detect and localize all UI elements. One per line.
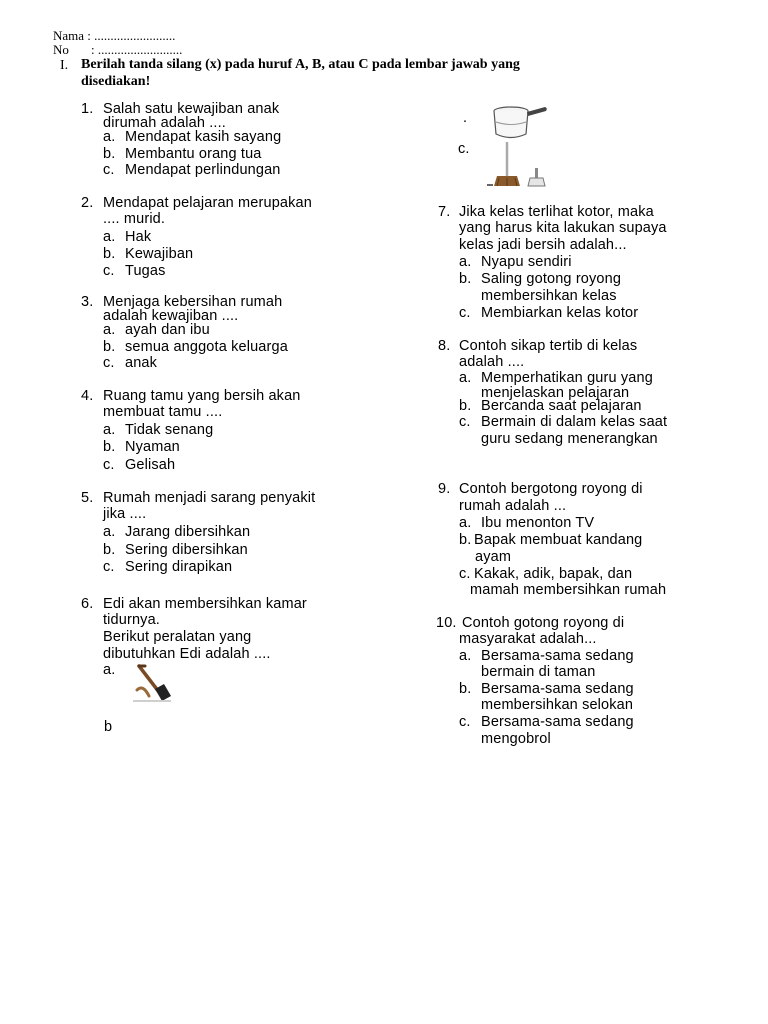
option-text: membersihkan kelas xyxy=(481,288,617,304)
option-text: Bersama-sama sedang xyxy=(481,714,634,730)
question-text: Rumah menjadi sarang penyakit xyxy=(103,490,316,506)
option-text: Bermain di dalam kelas saat xyxy=(481,414,668,430)
question-text: Menjaga kebersihan rumah xyxy=(103,294,283,310)
option-text: Sering dibersihkan xyxy=(125,542,248,558)
option-letter: c. xyxy=(103,559,115,575)
question-number: 10. xyxy=(436,615,457,631)
option-text: membersihkan selokan xyxy=(481,697,634,713)
question-text: yang harus kita lakukan supaya xyxy=(459,220,667,236)
option-letter: c. xyxy=(459,305,471,321)
question-text: Jika kelas terlihat kotor, maka xyxy=(459,204,654,220)
option-text: semua anggota keluarga xyxy=(125,339,288,355)
option-letter: a. xyxy=(459,254,472,270)
option-text: Kakak, adik, bapak, dan xyxy=(474,566,633,582)
option-text: Mendapat kasih sayang xyxy=(125,129,282,145)
option-letter: a. xyxy=(103,662,116,678)
option-text: Tugas xyxy=(125,263,166,279)
option-letter: c. xyxy=(459,414,471,430)
option-letter: b. xyxy=(103,339,116,355)
question-number: 4. xyxy=(81,388,94,404)
option-text: anak xyxy=(125,355,158,371)
question-number: 1. xyxy=(81,101,94,117)
no-field: : .......................... xyxy=(91,42,183,57)
option-text: Bersama-sama sedang xyxy=(481,648,634,664)
option-text: Hak xyxy=(125,229,152,245)
option-text: Mendapat perlindungan xyxy=(125,162,281,178)
option-text: Bapak membuat kandang xyxy=(474,532,643,548)
option-text: Membiarkan kelas kotor xyxy=(481,305,639,321)
option-letter: a. xyxy=(103,129,116,145)
option-text: mengobrol xyxy=(481,731,551,747)
option-letter: a. xyxy=(103,524,116,540)
question-number: 9. xyxy=(438,481,451,497)
option-text: Membantu orang tua xyxy=(125,146,262,162)
instruction-line-2: disediakan! xyxy=(81,74,151,89)
question-text: rumah adalah ... xyxy=(459,498,567,514)
option-text: Kewajiban xyxy=(125,246,194,262)
question-text: Mendapat pelajaran merupakan xyxy=(103,195,312,211)
instruction-line-1: Berilah tanda silang (x) pada huruf A, B, atau C pada lembar jawab yang xyxy=(81,57,520,72)
question-number: 3. xyxy=(81,294,94,310)
question-number: 6. xyxy=(81,596,94,612)
question-text: kelas jadi bersih adalah... xyxy=(459,237,627,253)
question-text: adalah kewajiban .... xyxy=(103,308,239,324)
option-letter: c. xyxy=(103,263,115,279)
option-letter: c. xyxy=(103,355,115,371)
question-text: dibutuhkan Edi adalah .... xyxy=(103,646,271,662)
option-letter: a. xyxy=(459,370,472,386)
question-text: tidurnya. xyxy=(103,612,160,628)
option-letter: a. xyxy=(459,515,472,531)
option-letter: . xyxy=(463,110,468,126)
nama-field: Nama : ......................... xyxy=(53,28,176,43)
question-text: jika .... xyxy=(103,506,147,522)
option-text: mamah membersihkan rumah xyxy=(470,582,667,598)
option-letter: c. xyxy=(103,162,115,178)
question-text: dirumah adalah .... xyxy=(103,115,226,131)
option-letter: c. xyxy=(459,566,471,582)
option-letter: a. xyxy=(459,648,472,664)
question-number: 8. xyxy=(438,338,451,354)
option-letter: c. xyxy=(458,141,470,157)
section-number: I. xyxy=(60,58,69,73)
option-text: Nyaman xyxy=(125,439,180,455)
no-label: No xyxy=(53,42,69,57)
option-letter: c. xyxy=(459,714,471,730)
option-text: ayah dan ibu xyxy=(125,322,210,338)
option-text: Jarang dibersihkan xyxy=(125,524,251,540)
question-number: 7. xyxy=(438,204,451,220)
cooking-pot-icon xyxy=(489,104,549,142)
question-number: 5. xyxy=(81,490,94,506)
option-letter: c. xyxy=(103,457,115,473)
option-text: bermain di taman xyxy=(481,664,596,680)
option-letter: b. xyxy=(103,542,116,558)
question-text: .... murid. xyxy=(103,211,166,227)
question-text: Ruang tamu yang bersih akan xyxy=(103,388,301,404)
option-letter: b. xyxy=(103,246,116,262)
option-letter: b. xyxy=(103,439,116,455)
question-text: Edi akan membersihkan kamar xyxy=(103,596,307,612)
option-text: menjelaskan pelajaran xyxy=(481,385,630,401)
option-text: Bersama-sama sedang xyxy=(481,681,634,697)
option-text: Tidak senang xyxy=(125,422,214,438)
option-text: Memperhatikan guru yang xyxy=(481,370,653,386)
option-letter: a. xyxy=(103,322,116,338)
question-text: Contoh gotong royong di xyxy=(462,615,625,631)
option-letter: a. xyxy=(103,422,116,438)
question-text: masyarakat adalah... xyxy=(459,631,597,647)
question-text: adalah .... xyxy=(459,354,525,370)
question-number: 2. xyxy=(81,195,94,211)
question-text: membuat tamu .... xyxy=(103,404,223,420)
shovel-icon xyxy=(131,662,173,704)
option-letter: b. xyxy=(459,271,472,287)
option-text: guru sedang menerangkan xyxy=(481,431,658,447)
option-text: Ibu menonton TV xyxy=(481,515,595,531)
option-text: Saling gotong royong xyxy=(481,271,622,287)
question-text: Berikut peralatan yang xyxy=(103,629,252,645)
option-letter: b. xyxy=(103,146,116,162)
option-letter: b. xyxy=(459,398,472,414)
option-letter: a. xyxy=(103,229,116,245)
option-text: Nyapu sendiri xyxy=(481,254,572,270)
question-text: Contoh sikap tertib di kelas xyxy=(459,338,638,354)
option-letter: b. xyxy=(459,681,472,697)
question-text: Salah satu kewajiban anak xyxy=(103,101,280,117)
option-letter: b. xyxy=(459,532,472,548)
option-text: Gelisah xyxy=(125,457,176,473)
question-text: Contoh bergotong royong di xyxy=(459,481,643,497)
option-text: Bercanda saat pelajaran xyxy=(481,398,642,414)
option-text: Sering dirapikan xyxy=(125,559,233,575)
broom-and-dustpan-icon xyxy=(485,140,549,188)
option-letter: b xyxy=(104,719,113,735)
option-text: ayam xyxy=(475,549,512,565)
